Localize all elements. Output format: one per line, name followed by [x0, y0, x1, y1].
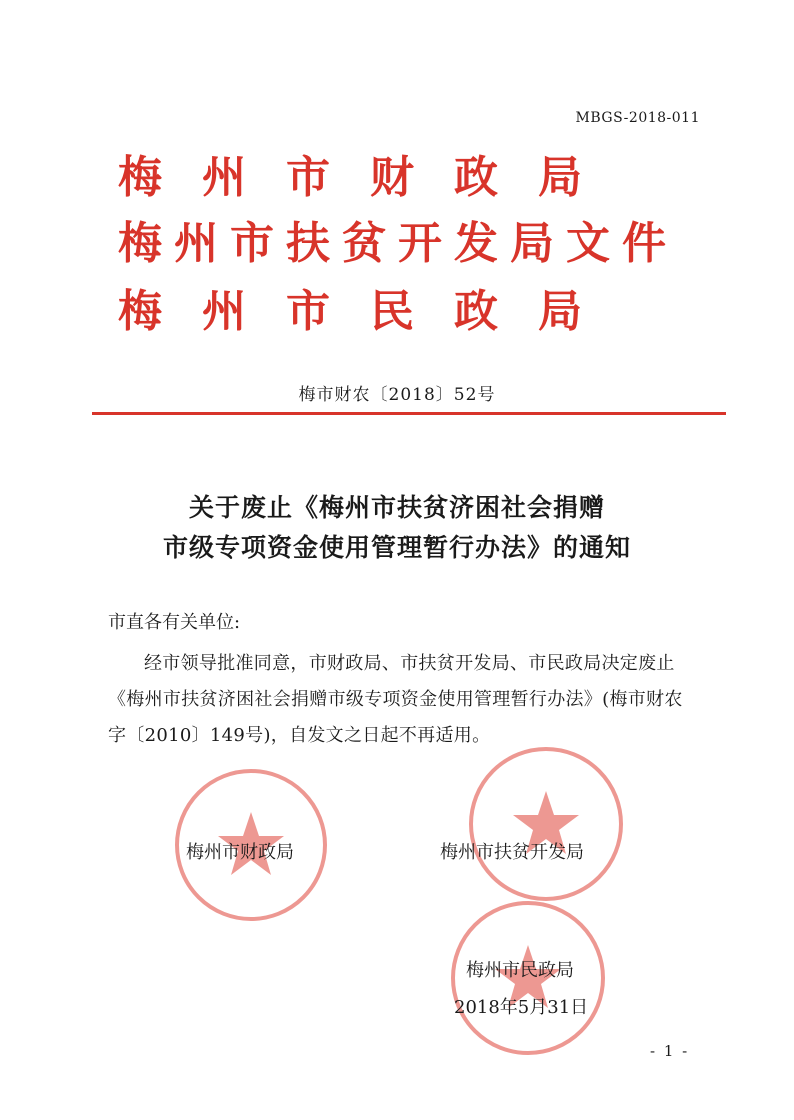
sign-date: 2018年5月31日 [454, 997, 589, 1018]
body-paragraph: 经市领导批准同意，市财政局、市扶贫开发局、市民政局决定废止《梅州市扶贫济困社会捐赠市级专项资金使用管理暂行办法》(梅市财农字〔2010〕149号)，自发文之日起不再适用。 [108, 653, 683, 746]
agency-line-2: 梅州市扶贫开发局文件 [118, 218, 678, 269]
agency-line-3: 梅州市民政局 [118, 286, 622, 337]
signer-civil-affairs-bureau: 梅州市民政局 [466, 960, 574, 981]
signer-poverty-bureau: 梅州市扶贫开发局 [440, 842, 584, 863]
signer-finance-bureau: 梅州市财政局 [186, 842, 294, 863]
page-number: - 1 - [650, 1042, 690, 1060]
notice-title-line-2: 市级专项资金使用管理暂行办法》的通知 [162, 533, 631, 562]
red-divider [92, 412, 726, 415]
notice-title-line-1: 关于废止《梅州市扶贫济困社会捐赠 [188, 493, 605, 522]
agency-line-1: 梅州市财政局 [118, 152, 622, 203]
doc-number: 梅市财农〔2018〕52号 [298, 385, 496, 405]
seal-poverty-bureau-icon [466, 744, 626, 904]
salutation: 市直各有关单位: [108, 612, 241, 633]
doc-code: MBGS-2018-011 [575, 110, 700, 126]
